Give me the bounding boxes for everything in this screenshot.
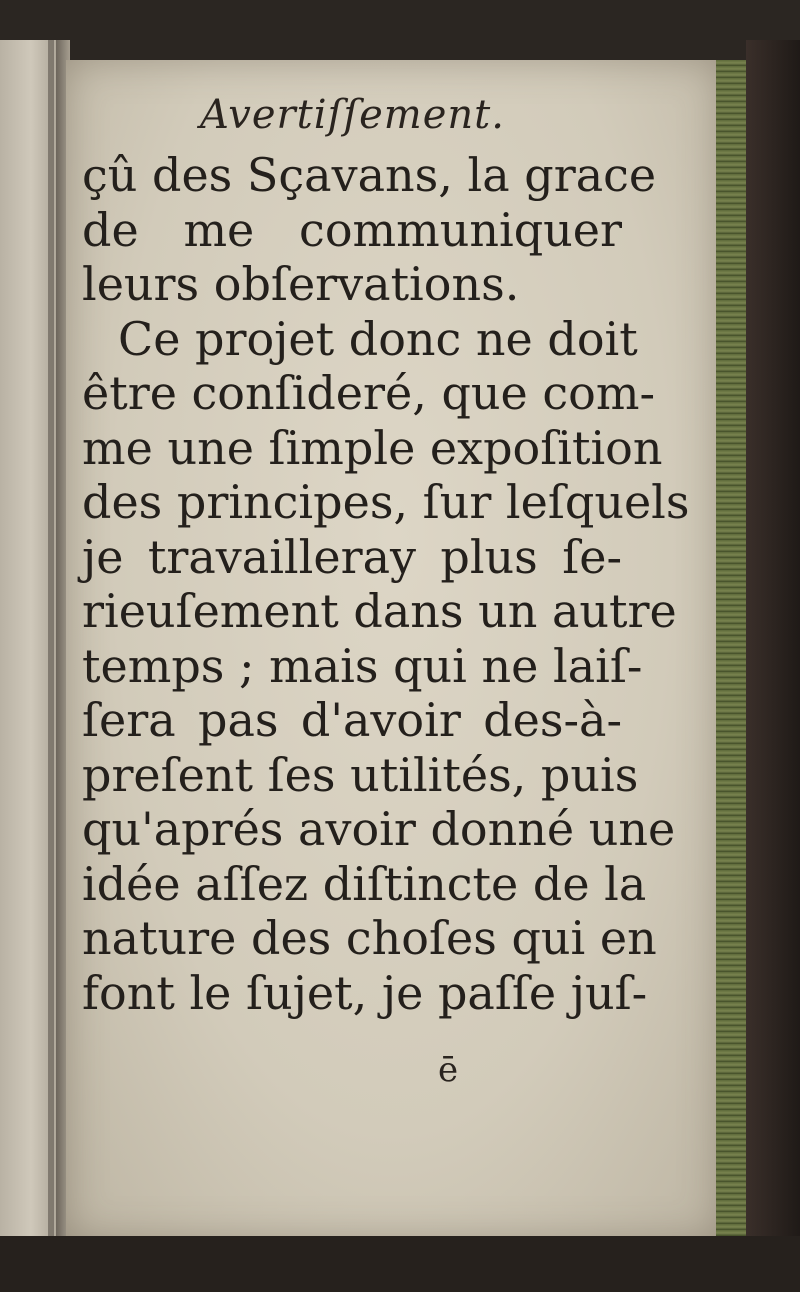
text-line: je travailleray plus ſe- bbox=[82, 529, 622, 584]
text-line: çû des Sçavans, la grace bbox=[82, 148, 657, 202]
text-line: Ce projet donc ne doit bbox=[118, 311, 638, 366]
text-line: de me communiquer bbox=[82, 202, 622, 257]
text-line: preſent ſes utilités, puis bbox=[82, 747, 639, 802]
text-line: qu'aprés avoir donné une bbox=[82, 802, 676, 856]
text-line: temps ; mais qui ne laiſ- bbox=[82, 638, 643, 693]
text-line: font le ſujet, je paſſe juſ- bbox=[82, 965, 648, 1020]
catchword: ē bbox=[438, 1050, 459, 1090]
text-line: être conſideré, que com- bbox=[82, 366, 656, 420]
text-line: des principes, ſur leſquels bbox=[82, 475, 690, 529]
page-text bbox=[82, 148, 690, 1020]
previous-page-edge bbox=[0, 40, 62, 1292]
text-line: leurs obſervations. bbox=[82, 257, 520, 311]
bottom-shadow bbox=[0, 1236, 800, 1292]
text-line: idée aſſez diſtincte de la bbox=[82, 856, 647, 911]
book-cover bbox=[746, 40, 800, 1292]
text-line: me une ſimple expoſition bbox=[82, 420, 663, 475]
running-header: Avertiſſement. bbox=[200, 92, 505, 138]
text-line: ſera pas d'avoir des-à- bbox=[82, 693, 622, 747]
text-line: nature des choſes qui en bbox=[82, 911, 657, 965]
page-fore-edge bbox=[716, 60, 746, 1240]
text-line: rieuſement dans un autre bbox=[82, 584, 677, 638]
